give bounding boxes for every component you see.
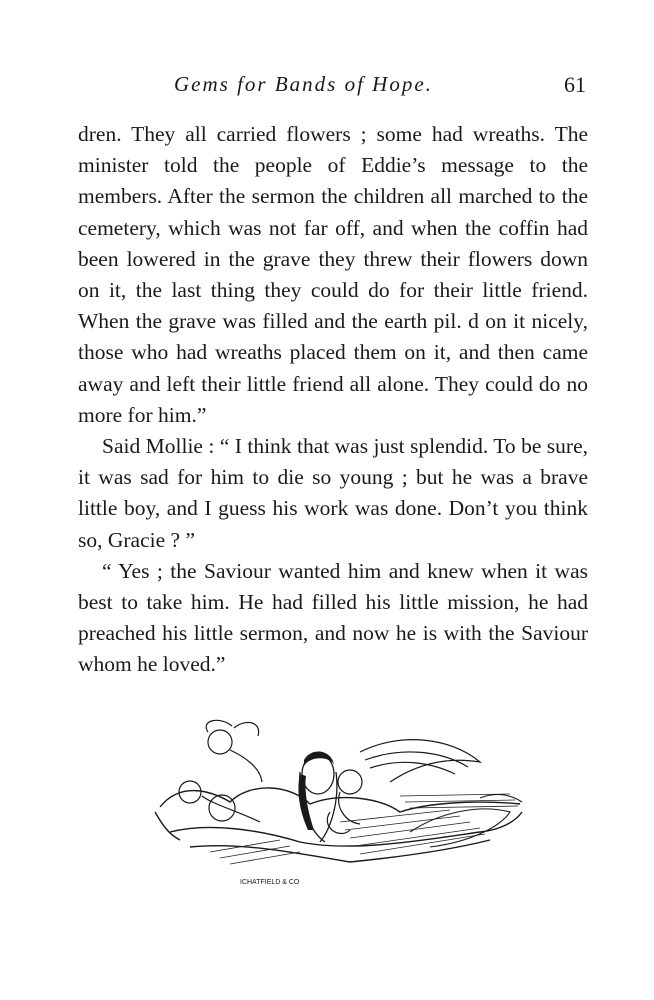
paragraph-gracie: “ Yes ; the Saviour wanted him and knew when it was best to take him. He had filled his little mission, he had preached his little sermon, and now he is with the Saviour whom he loved.” (78, 558, 588, 677)
body-text (78, 119, 588, 681)
paragraph-continued: dren. They all carried flowers ; some had wreaths. The minister told the people of Eddie’s message to the members. After the sermon the children all marched to the cemetery, which was not far off, and when the coffin had been lowered in the grave they threw their flowers down on it, the last thing they could do for their little friend. When the grave was filled and the earth pil. d on it nicely, those who had wreaths placed them on it, and then came away and left their little friend all alone. They could do no more for him.” (78, 122, 588, 427)
engraving-icon (150, 712, 530, 892)
page-header (78, 72, 586, 102)
running-title: Gems for Bands of Hope. (174, 72, 433, 96)
paragraph-mollie: Said Mollie : “ I think that was just splendid. To be sure, it was sad for him to die so young ; but he was a brave little boy, and I guess his work was done. Don’t you think so, Gracie ? ” (78, 434, 588, 552)
angel-cherubs-illustration (150, 712, 530, 892)
page-number: 61 (564, 72, 586, 97)
engraver-signature: ICHATFIELD & CO (240, 879, 300, 886)
